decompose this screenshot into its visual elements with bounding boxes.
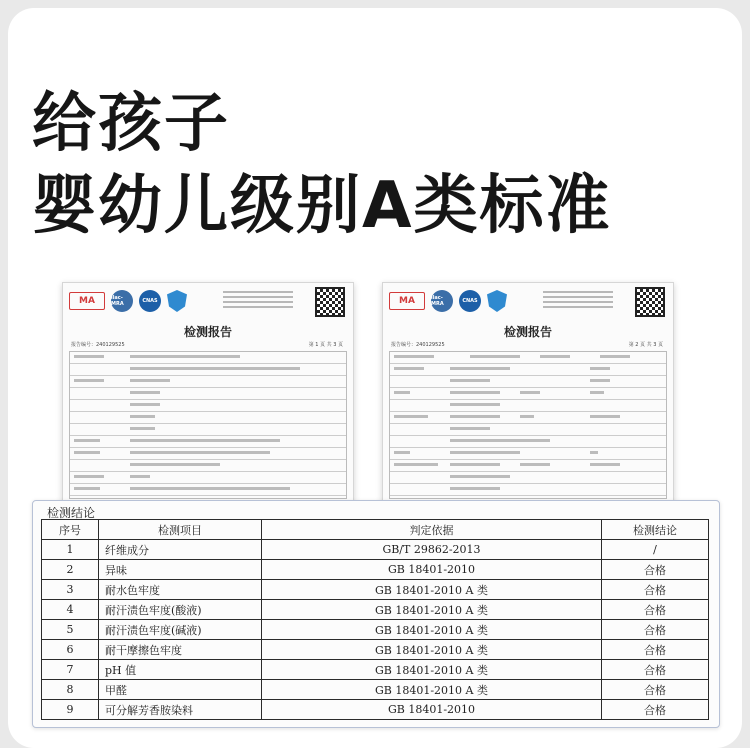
- cell-result: 合格: [602, 700, 709, 720]
- cell-item: 甲醛: [99, 680, 262, 700]
- cell-result: 合格: [602, 660, 709, 680]
- cell-standard: GB 18401-2010 A 类: [262, 680, 602, 700]
- cell-standard: GB/T 29862-2013: [262, 540, 602, 560]
- table-row: [42, 620, 709, 640]
- cell-result: /: [602, 540, 709, 560]
- cnas-logo: CNAS: [139, 290, 161, 312]
- qr-code-icon: [635, 287, 665, 317]
- cell-item: 可分解芳香胺染料: [99, 700, 262, 720]
- table-row: [42, 700, 709, 720]
- cell-index: 2: [42, 560, 99, 580]
- test-conclusion-panel: [32, 500, 720, 728]
- cell-standard: GB 18401-2010 A 类: [262, 620, 602, 640]
- report-number: 报告编号：240129525: [391, 342, 445, 348]
- table-row: [42, 600, 709, 620]
- table-row: [42, 640, 709, 660]
- table-header-row: [42, 520, 709, 540]
- cell-standard: GB 18401-2010 A 类: [262, 580, 602, 600]
- ilac-mra-logo: ilac-MRA: [431, 290, 453, 312]
- ilac-mra-logo: ilac-MRA: [111, 290, 133, 312]
- certification-shield-icon: [167, 290, 187, 312]
- conclusion-title: 检测结论: [47, 506, 96, 520]
- cell-result: 合格: [602, 600, 709, 620]
- cell-index: 5: [42, 620, 99, 640]
- cnas-logo: CNAS: [459, 290, 481, 312]
- header-index: 序号: [42, 520, 99, 540]
- report-page-number: 第 2 页 共 3 页: [628, 342, 663, 348]
- lab-contact-fineprint: [223, 291, 293, 311]
- headline-line-1: 给孩子: [32, 87, 230, 161]
- cell-result: 合格: [602, 580, 709, 600]
- cell-standard: GB 18401-2010 A 类: [262, 640, 602, 660]
- certification-shield-icon: [487, 290, 507, 312]
- cell-item: 耐汗渍色牢度(酸液): [99, 600, 262, 620]
- table-row: [42, 680, 709, 700]
- conclusion-table: [41, 519, 709, 720]
- report-body: [69, 351, 347, 499]
- table-row: [42, 540, 709, 560]
- cma-logo: MA: [69, 292, 105, 310]
- cell-result: 合格: [602, 640, 709, 660]
- certification-logos: [69, 289, 187, 313]
- cell-index: 3: [42, 580, 99, 600]
- cell-item: 耐干摩擦色牢度: [99, 640, 262, 660]
- cell-item: 异味: [99, 560, 262, 580]
- cell-standard: GB 18401-2010 A 类: [262, 600, 602, 620]
- table-row: [42, 580, 709, 600]
- cell-item: 纤维成分: [99, 540, 262, 560]
- cell-result: 合格: [602, 680, 709, 700]
- test-report-page-1: [62, 282, 354, 504]
- report-title: 检测报告: [183, 325, 232, 339]
- report-number: 报告编号：240129525: [71, 342, 125, 348]
- qr-code-icon: [315, 287, 345, 317]
- cell-index: 6: [42, 640, 99, 660]
- test-report-page-2: [382, 282, 674, 504]
- cell-result: 合格: [602, 620, 709, 640]
- header-standard: 判定依据: [262, 520, 602, 540]
- cma-logo: MA: [389, 292, 425, 310]
- header-item: 检测项目: [99, 520, 262, 540]
- report-body: [389, 351, 667, 499]
- certification-logos: [389, 289, 507, 313]
- cell-standard: GB 18401-2010: [262, 700, 602, 720]
- table-row: [42, 560, 709, 580]
- headline-line-2: 婴幼儿级别A类标准: [32, 169, 612, 243]
- header-result: 检测结论: [602, 520, 709, 540]
- table-row: [42, 660, 709, 680]
- cell-item: 耐汗渍色牢度(碱液): [99, 620, 262, 640]
- cell-item: pH 值: [99, 660, 262, 680]
- cell-index: 4: [42, 600, 99, 620]
- cell-standard: GB 18401-2010: [262, 560, 602, 580]
- cell-index: 8: [42, 680, 99, 700]
- report-page-number: 第 1 页 共 3 页: [308, 342, 343, 348]
- cell-index: 9: [42, 700, 99, 720]
- lab-contact-fineprint: [543, 291, 613, 311]
- cell-index: 1: [42, 540, 99, 560]
- cell-index: 7: [42, 660, 99, 680]
- cell-standard: GB 18401-2010 A 类: [262, 660, 602, 680]
- report-title: 检测报告: [503, 325, 552, 339]
- cell-result: 合格: [602, 560, 709, 580]
- cell-item: 耐水色牢度: [99, 580, 262, 600]
